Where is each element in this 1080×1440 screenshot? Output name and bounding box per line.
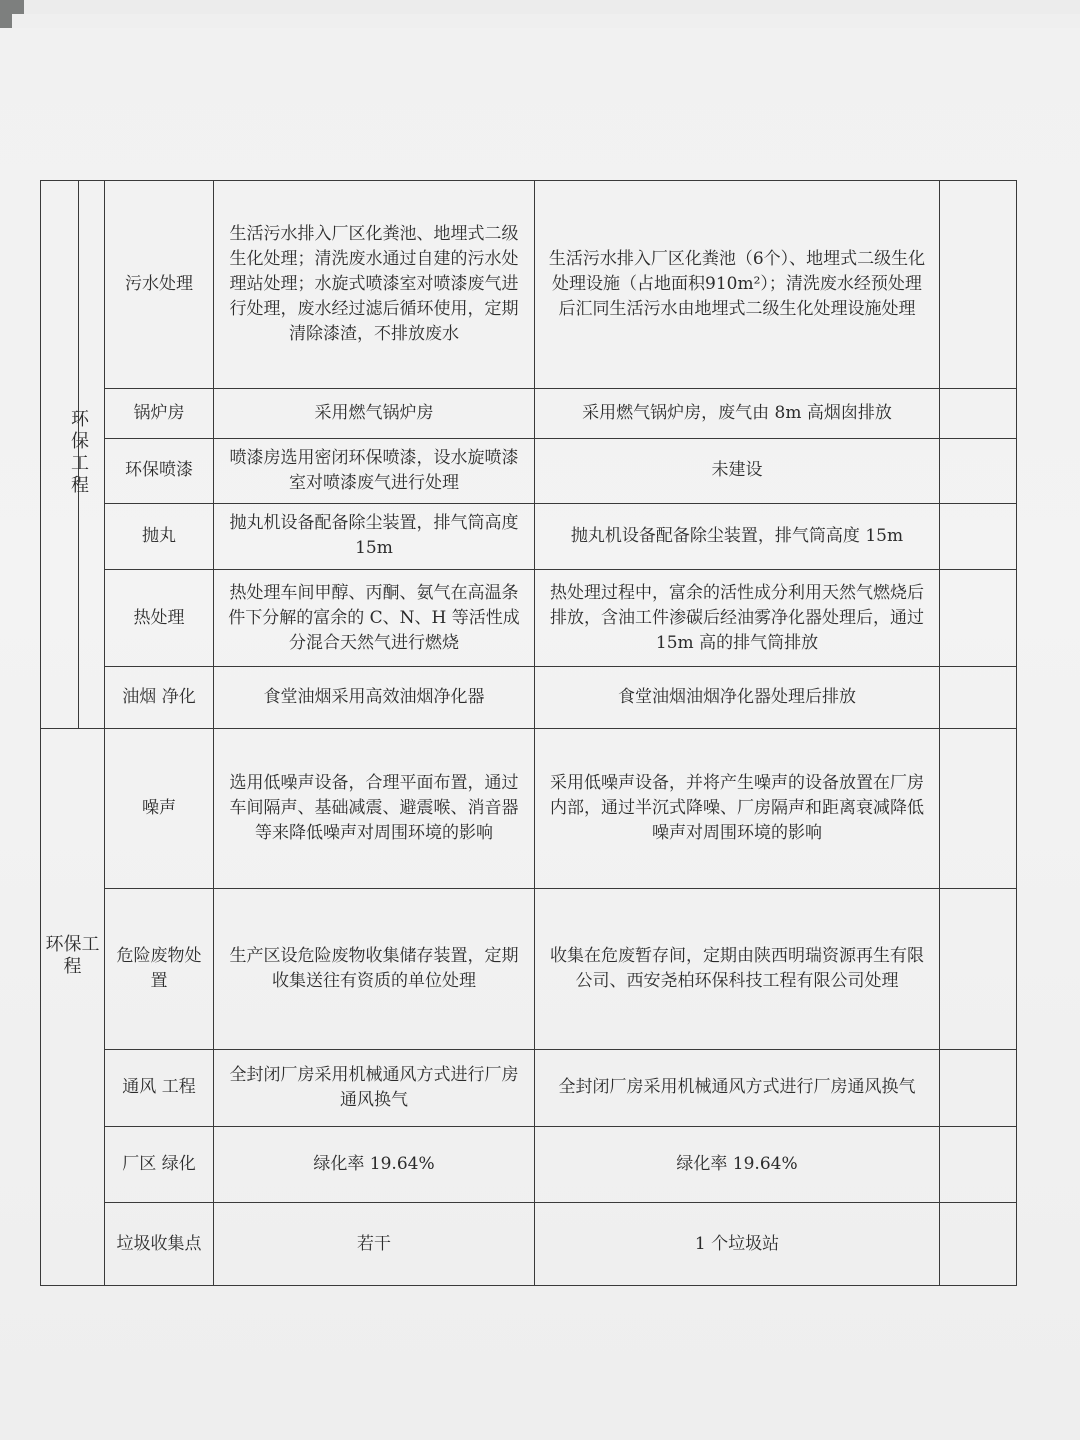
category-label: 环保工程 [71, 409, 89, 496]
plan-cell: 食堂油烟采用高效油烟净化器 [214, 666, 535, 729]
plan-cell: 绿化率 19.64% [214, 1126, 535, 1203]
table-row [41, 1050, 1017, 1127]
item-name: 通风 工程 [105, 1050, 214, 1127]
table-row [41, 570, 1017, 667]
table-row [41, 388, 1017, 438]
actual-cell: 未建设 [535, 439, 940, 504]
remark-cell [940, 570, 1017, 667]
plan-cell: 抛丸机设备配备除尘装置，排气筒高度 15m [214, 503, 535, 570]
item-name: 油烟 净化 [105, 666, 214, 729]
actual-cell: 全封闭厂房采用机械通风方式进行厂房通风换气 [535, 1050, 940, 1127]
actual-cell: 1 个垃圾站 [535, 1203, 940, 1286]
table-row [41, 1126, 1017, 1203]
item-name: 噪声 [105, 729, 214, 888]
actual-cell: 热处理过程中，富余的活性成分利用天然气燃烧后排放，含油工件渗碳后经油雾净化器处理后，通过 15m 高的排气筒排放 [535, 570, 940, 667]
actual-cell: 生活污水排入厂区化粪池（6个）、地埋式二级生化处理设施（占地面积910m²）；清洗废水经预处理后汇同生活污水由地埋式二级生化处理设施处理 [535, 181, 940, 389]
remark-cell [940, 439, 1017, 504]
table-row [41, 666, 1017, 729]
remark-cell [940, 1126, 1017, 1203]
item-name: 热处理 [105, 570, 214, 667]
item-name: 抛丸 [105, 503, 214, 570]
category-cell [71, 181, 105, 729]
remark-cell [940, 388, 1017, 438]
remark-cell [940, 729, 1017, 888]
category-label: 环保工程 [45, 934, 100, 978]
item-name: 厂区 绿化 [105, 1126, 214, 1203]
actual-cell: 食堂油烟油烟净化器处理后排放 [535, 666, 940, 729]
remark-cell [940, 1050, 1017, 1127]
actual-cell: 绿化率 19.64% [535, 1126, 940, 1203]
environmental-works-table [40, 180, 1017, 1286]
table-row [41, 439, 1017, 504]
plan-cell: 选用低噪声设备，合理平面布置，通过车间隔声、基础减震、避震喉、消音器等来降低噪声对周围环境的影响 [214, 729, 535, 888]
actual-cell: 采用低噪声设备，并将产生噪声的设备放置在厂房内部，通过半沉式降噪、厂房隔声和距离衰减降低噪声对周围环境的影响 [535, 729, 940, 888]
plan-cell: 喷漆房选用密闭环保喷漆，设水旋喷漆室对喷漆废气进行处理 [214, 439, 535, 504]
table-row [41, 503, 1017, 570]
remark-cell [940, 1203, 1017, 1286]
category-cell [41, 729, 105, 1286]
plan-cell: 生产区设危险废物收集储存装置，定期收集送往有资质的单位处理 [214, 888, 535, 1049]
plan-cell: 全封闭厂房采用机械通风方式进行厂房通风换气 [214, 1050, 535, 1127]
plan-cell: 生活污水排入厂区化粪池、地埋式二级生化处理；清洗废水通过自建的污水处理站处理；水旋式喷漆室对喷漆废气进行处理，废水经过滤后循环使用，定期清除漆渣，不排放废水 [214, 181, 535, 389]
remark-cell [940, 666, 1017, 729]
table-row [41, 888, 1017, 1049]
plan-cell: 热处理车间甲醇、丙酮、氨气在高温条件下分解的富余的 C、N、H 等活性成分混合天然气进行燃烧 [214, 570, 535, 667]
remark-cell [940, 503, 1017, 570]
table-row [41, 181, 1017, 389]
table-row [41, 729, 1017, 888]
item-name: 垃圾收集点 [105, 1203, 214, 1286]
remark-cell [940, 888, 1017, 1049]
item-name: 锅炉房 [105, 388, 214, 438]
item-name: 危险废物处置 [105, 888, 214, 1049]
actual-cell: 采用燃气锅炉房，废气由 8m 高烟囱排放 [535, 388, 940, 438]
table-row [41, 1203, 1017, 1286]
actual-cell: 收集在危废暂存间，定期由陕西明瑞资源再生有限公司、西安尧柏环保科技工程有限公司处理 [535, 888, 940, 1049]
item-name: 环保喷漆 [105, 439, 214, 504]
item-name: 污水处理 [105, 181, 214, 389]
remark-cell [940, 181, 1017, 389]
plan-cell: 若干 [214, 1203, 535, 1286]
actual-cell: 抛丸机设备配备除尘装置，排气筒高度 15m [535, 503, 940, 570]
plan-cell: 采用燃气锅炉房 [214, 388, 535, 438]
